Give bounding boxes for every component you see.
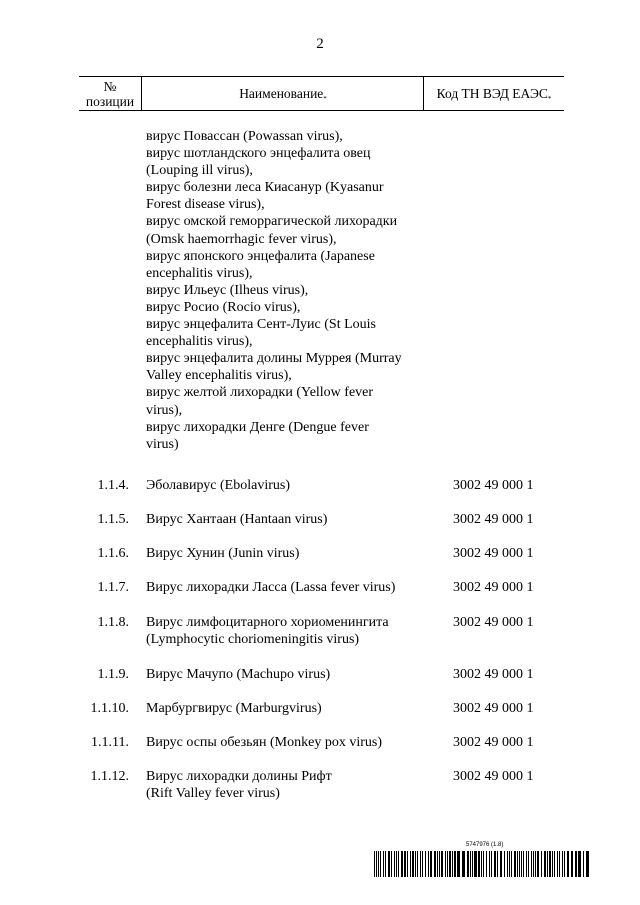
continuation-line: (Louping ill virus), bbox=[146, 163, 253, 179]
barcode-bar bbox=[394, 851, 395, 877]
item-name-line: (Rift Valley fever virus) bbox=[146, 786, 280, 802]
position-number: 1.1.8. bbox=[97, 615, 129, 630]
customs-code: 3002 49 000 1 bbox=[453, 478, 534, 493]
header-name-footnote-mark: * bbox=[323, 95, 327, 103]
continuation-line: вирус лихорадки Денге (Dengue fever bbox=[146, 419, 369, 435]
continuation-line: вирус Росио (Rocio virus), bbox=[146, 299, 301, 315]
position-number: 1.1.10. bbox=[90, 701, 129, 716]
barcode-bar bbox=[410, 851, 411, 877]
continuation-line: вирус Повассан (Powassan virus), bbox=[146, 129, 343, 144]
barcode-bar bbox=[407, 851, 408, 877]
barcode-bar bbox=[478, 851, 480, 877]
barcode-bar bbox=[509, 851, 510, 877]
header-position-number bbox=[79, 77, 142, 110]
barcode-bar bbox=[462, 851, 465, 877]
position-number: 1.1.7. bbox=[97, 580, 129, 595]
continuation-line: encephalitis virus), bbox=[146, 334, 253, 350]
barcode-bar bbox=[425, 851, 426, 877]
barcode-bar bbox=[491, 851, 492, 877]
continuation-line: вирус японского энцефалита (Japanese bbox=[146, 248, 375, 264]
continuation-line: вирус омской геморрагической лихорадки bbox=[146, 214, 398, 230]
barcode-bar bbox=[500, 851, 502, 877]
barcode-bar bbox=[544, 851, 546, 877]
barcode-bar bbox=[507, 851, 508, 877]
barcode-bar bbox=[445, 851, 446, 877]
barcode-bar bbox=[533, 851, 534, 877]
barcode-image bbox=[374, 851, 590, 877]
item-name-line: (Lymphocytic choriomeningitis virus) bbox=[146, 632, 360, 648]
barcode-bar bbox=[417, 851, 418, 877]
continuation-line: вирус болезни леса Киасанур (Kyasanur bbox=[146, 180, 384, 196]
continuation-line: (Omsk haemorrhagic fever virus), bbox=[146, 231, 337, 247]
barcode-bar bbox=[441, 851, 443, 877]
customs-code: 3002 49 000 1 bbox=[453, 615, 534, 630]
barcode-bar bbox=[578, 851, 581, 877]
position-number: 1.1.12. bbox=[90, 769, 129, 784]
header-code bbox=[424, 77, 564, 110]
position-number: 1.1.9. bbox=[97, 667, 129, 682]
barcode-bar bbox=[519, 851, 520, 877]
customs-code: 3002 49 000 1 bbox=[453, 512, 534, 527]
barcode-bar bbox=[420, 851, 421, 877]
barcode-bar bbox=[486, 851, 487, 877]
customs-code: 3002 49 000 1 bbox=[453, 667, 534, 682]
barcode-bar bbox=[537, 851, 539, 877]
item-name-line: Вирус лимфоцитарного хориоменингита bbox=[146, 615, 389, 630]
item-name-line: Вирус Мачупо (Machupo virus) bbox=[146, 667, 331, 682]
barcode-bar bbox=[449, 851, 451, 877]
page-number: 2 bbox=[316, 36, 324, 52]
barcode-bar bbox=[376, 851, 377, 877]
barcode-bar bbox=[547, 851, 548, 877]
barcode-bar bbox=[454, 851, 456, 877]
barcode-bar bbox=[549, 851, 551, 877]
barcode-bar bbox=[472, 851, 473, 877]
customs-code: 3002 49 000 1 bbox=[453, 735, 534, 750]
item-name bbox=[146, 768, 436, 802]
barcode-bar bbox=[404, 851, 406, 877]
continuation-line: вирус желтой лихорадки (Yellow fever bbox=[146, 385, 374, 401]
barcode-bar bbox=[401, 851, 403, 877]
header-num-label: позиции bbox=[85, 94, 135, 109]
header-code-footnote-mark: * bbox=[547, 95, 552, 103]
item-name bbox=[146, 666, 436, 683]
continuation-line: virus), bbox=[146, 402, 183, 418]
barcode-bar bbox=[541, 851, 542, 877]
item-name bbox=[146, 579, 436, 596]
barcode-caption: 5747976 (1.8) bbox=[466, 842, 504, 848]
barcode-bar bbox=[437, 851, 438, 877]
barcode-bar bbox=[514, 851, 516, 877]
barcode-bar bbox=[528, 851, 529, 877]
barcode-bar bbox=[430, 851, 432, 877]
barcode-bar bbox=[385, 851, 386, 877]
header-code-label: Код ТН ВЭД ЕАЭС bbox=[436, 86, 548, 101]
barcode-bar bbox=[439, 851, 440, 877]
item-name-line: Вирус оспы обезьян (Monkey pox virus) bbox=[146, 735, 382, 750]
item-name-line: Эболавирус (Ebolavirus) bbox=[146, 478, 290, 493]
barcode-bar bbox=[564, 851, 565, 877]
barcode-bar bbox=[583, 851, 584, 877]
barcode-bar bbox=[434, 851, 436, 877]
barcode-bar bbox=[457, 851, 460, 877]
item-name-line: Марбургвирус (Marburgvirus) bbox=[146, 701, 322, 716]
item-name bbox=[146, 477, 436, 494]
barcode-bar bbox=[521, 851, 522, 877]
barcode-bar bbox=[497, 851, 498, 877]
barcode-bar bbox=[481, 851, 482, 877]
barcode-bar bbox=[380, 851, 381, 877]
item-name bbox=[146, 734, 436, 751]
position-number: 1.1.11. bbox=[91, 735, 129, 750]
item-name-line: Вирус лихорадки долины Рифт bbox=[146, 769, 332, 784]
continuation-line: вирус Ильеус (Ilheus virus), bbox=[146, 282, 309, 298]
barcode-bar bbox=[489, 851, 490, 877]
barcode-bar bbox=[374, 851, 375, 877]
barcode-bar bbox=[511, 851, 512, 877]
barcode-bar bbox=[470, 851, 471, 877]
barcode-bar bbox=[571, 851, 573, 877]
barcode-bar bbox=[531, 851, 532, 877]
barcode-bar bbox=[535, 851, 536, 877]
position-number: 1.1.5. bbox=[97, 512, 129, 527]
barcode-bar bbox=[504, 851, 505, 877]
barcode-bar bbox=[467, 851, 469, 877]
continuation-line: вирус шотландского энцефалита овец bbox=[146, 146, 371, 162]
continuation-line: вирус энцефалита долины Муррея (Murray bbox=[146, 351, 402, 367]
customs-code: 3002 49 000 1 bbox=[453, 769, 534, 784]
customs-code: 3002 49 000 1 bbox=[453, 546, 534, 561]
barcode-bar bbox=[526, 851, 527, 877]
position-number: 1.1.6. bbox=[97, 546, 129, 561]
barcode-bar bbox=[396, 851, 397, 877]
continuation-line: Valley encephalitis virus), bbox=[146, 368, 292, 384]
barcode-bar bbox=[523, 851, 524, 877]
barcode-bar bbox=[567, 851, 569, 877]
barcode-bar bbox=[428, 851, 429, 877]
barcode-bar bbox=[422, 851, 423, 877]
continuation-line: encephalitis virus), bbox=[146, 265, 253, 281]
barcode-bar bbox=[562, 851, 563, 877]
item-name bbox=[146, 614, 436, 648]
barcode-bar bbox=[447, 851, 448, 877]
header-num-symbol: № bbox=[103, 79, 117, 94]
item-name bbox=[146, 511, 436, 528]
barcode-bar bbox=[391, 851, 392, 877]
barcode-bar bbox=[378, 851, 379, 877]
barcode-bar bbox=[415, 851, 416, 877]
barcode-bar bbox=[388, 851, 390, 877]
barcode-bar bbox=[474, 851, 477, 877]
barcode-bar bbox=[483, 851, 484, 877]
barcode-bar bbox=[398, 851, 399, 877]
barcode-bar bbox=[383, 851, 384, 877]
barcode-bar bbox=[575, 851, 577, 877]
continuation-line: Forest disease virus), bbox=[146, 197, 265, 213]
table-header bbox=[79, 76, 564, 111]
item-name bbox=[146, 700, 436, 717]
barcode-bar bbox=[452, 851, 453, 877]
header-name-label: Наименование bbox=[239, 86, 324, 101]
continuation-list bbox=[146, 128, 436, 453]
continuation-line: вирус энцефалита Сент-Луис (St Louis bbox=[146, 317, 376, 333]
barcode-bar bbox=[412, 851, 414, 877]
customs-code: 3002 49 000 1 bbox=[453, 580, 534, 595]
barcode-bar bbox=[586, 851, 589, 877]
barcode-bar bbox=[494, 851, 496, 877]
continuation-line: virus) bbox=[146, 436, 179, 452]
position-number: 1.1.4. bbox=[97, 478, 129, 493]
item-name-line: Вирус лихорадки Ласса (Lassa fever virus) bbox=[146, 580, 396, 595]
item-name-line: Вирус Хантаан (Hantaan virus) bbox=[146, 512, 328, 527]
barcode-bar bbox=[557, 851, 558, 877]
barcode-bar bbox=[554, 851, 555, 877]
barcode-bar bbox=[552, 851, 553, 877]
barcode-bar bbox=[517, 851, 518, 877]
customs-code: 3002 49 000 1 bbox=[453, 701, 534, 716]
item-name-line: Вирус Хунин (Junin virus) bbox=[146, 546, 300, 561]
header-name bbox=[143, 77, 424, 110]
item-name bbox=[146, 545, 436, 562]
barcode-bar bbox=[559, 851, 560, 877]
